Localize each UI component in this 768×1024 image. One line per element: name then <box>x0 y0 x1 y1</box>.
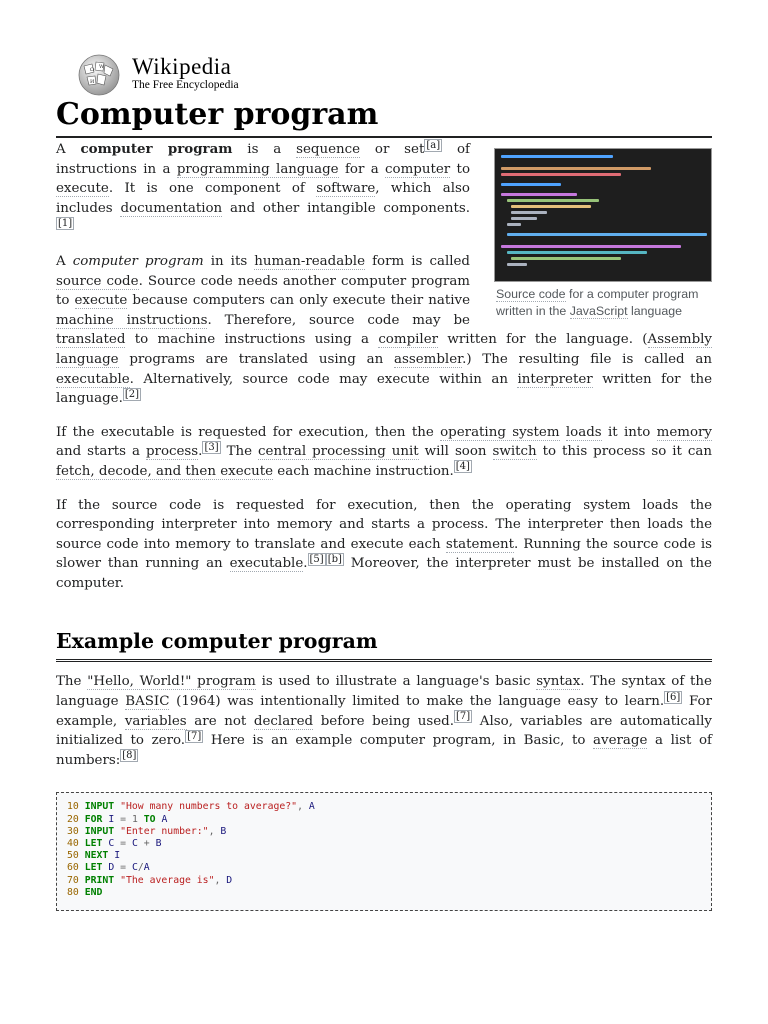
svg-text:Ω: Ω <box>90 67 95 73</box>
caption-link-source-code[interactable]: Source code <box>496 287 566 301</box>
link-execute[interactable]: execute <box>56 181 109 197</box>
paragraph-source-code: A computer program in its human-readable form is called source code. Source code needs another computer program to execute because computers can only execute their native machine instructions. Therefore, source code may be translated to machine instructions using a compiler written for the language. (Assembly language programs are translated using an assembler.) The resulting file is called an executable. Alternatively, source code may execute within an interpreter written for the language. [2] <box>56 253 712 407</box>
ref-8[interactable]: [8] <box>122 750 137 762</box>
note-a[interactable]: [a] <box>426 139 441 151</box>
link-loads[interactable]: loads <box>565 424 602 440</box>
article-body <box>56 140 712 911</box>
wordmark-title: Wikipedia <box>132 54 232 79</box>
page-title: Computer program <box>56 96 712 138</box>
ref-3[interactable]: [3] <box>204 441 219 453</box>
link-switch[interactable]: switch <box>492 444 537 460</box>
link-execute-2[interactable]: execute <box>74 293 128 309</box>
paragraph-interpreter: If the source code is requested for execution, then the operating system loads the corresponding interpreter into memory and starts a process. The interpreter then loads the source code into memory to translate and execute each statement. Running the source code is slower than running an executable. [5] [b] Moreover, the interpreter must be installed on the computer. <box>56 497 712 591</box>
svg-text:И: И <box>90 79 95 85</box>
link-cpu[interactable]: central processing unit <box>258 444 419 460</box>
link-documentation[interactable]: documentation <box>120 200 223 216</box>
link-interpreter[interactable]: interpreter <box>517 371 593 387</box>
link-operating-system[interactable]: operating system <box>440 424 560 440</box>
link-human-readable[interactable]: human-readable <box>254 253 366 269</box>
link-source-code[interactable]: source code <box>56 273 139 289</box>
paragraph-executable: If the executable is requested for execution, then the operating system loads it into memory and starts a process. [3] The central processing unit will soon switch to this process so it can fetch, decode, and then execute each machine instruction. [4] <box>56 424 712 479</box>
note-b[interactable]: [b] <box>327 553 342 565</box>
infobox-figure <box>494 148 712 320</box>
svg-text:W: W <box>99 64 105 70</box>
link-process[interactable]: process <box>145 444 199 460</box>
ref-6[interactable]: [6] <box>666 691 681 703</box>
figure-caption: Source code for a computer program written in the JavaScript language <box>496 287 699 318</box>
link-fetch-decode-execute[interactable]: fetch, decode, and then execute <box>56 463 274 479</box>
ref-4[interactable]: [4] <box>455 461 470 473</box>
wordmark-subtitle: The Free Encyclopedia <box>132 79 239 91</box>
paragraph-intro: A computer program is a sequence or set [a] of instructions in a programming language for a computer to execute. It is one component of software, which also includes documentation and other intangible components.[1] <box>56 139 471 229</box>
link-translated[interactable]: translated <box>56 332 126 348</box>
link-computer[interactable]: computer <box>385 161 451 177</box>
link-declared[interactable]: declared <box>253 713 314 729</box>
ref-1[interactable]: [1] <box>58 217 73 229</box>
ref-7b[interactable]: [7] <box>187 730 202 742</box>
ref-2[interactable]: [2] <box>124 388 139 400</box>
section-heading-example: Example computer program <box>56 627 712 662</box>
link-average[interactable]: average <box>593 733 648 749</box>
link-memory[interactable]: memory <box>656 424 712 440</box>
link-assembler[interactable]: assembler <box>394 351 463 367</box>
paragraph-example: The "Hello, World!" program is used to illustrate a language's basic syntax. The syntax of the language BASIC (1964) was intentionally limited to make the language easy to learn. [6] For example, variables are not declared before being used. [7] Also, variables are automatically initialized to zero. [7] Here is an example computer program, in Basic, to average a list of numbers: [8] <box>56 674 713 768</box>
link-sequence[interactable]: sequence <box>296 142 361 157</box>
link-programming-language[interactable]: programming language <box>176 161 339 177</box>
link-assembly-language[interactable]: Assembly language <box>56 332 712 367</box>
link-machine-instructions[interactable]: machine instructions <box>56 312 208 328</box>
caption-link-javascript[interactable]: JavaScript <box>569 304 628 318</box>
link-software[interactable]: software <box>316 181 376 197</box>
source-code-image[interactable] <box>494 148 712 282</box>
link-basic[interactable]: BASIC <box>125 694 170 710</box>
link-executable[interactable]: executable <box>56 371 130 387</box>
link-variables[interactable]: variables <box>124 713 187 729</box>
wikipedia-logo[interactable] <box>74 52 239 96</box>
ref-5[interactable]: [5] <box>309 553 324 565</box>
link-statement[interactable]: statement <box>445 536 515 552</box>
link-hello-world[interactable]: "Hello, World!" program <box>87 674 256 690</box>
wikipedia-globe-icon <box>74 52 124 96</box>
link-executable-2[interactable]: executable <box>229 556 304 572</box>
basic-code-block: 10 INPUT "How many numbers to average?", A 20 FOR I = 1 TO A 30 INPUT "Enter number:", B 40 LET C = C + B 50 NEXT I 60 LET D = C/A 70 PRINT "The average is", D 80 END <box>56 792 712 911</box>
link-compiler[interactable]: compiler <box>378 332 439 348</box>
link-syntax[interactable]: syntax <box>536 674 581 690</box>
ref-7[interactable]: [7] <box>456 711 471 723</box>
